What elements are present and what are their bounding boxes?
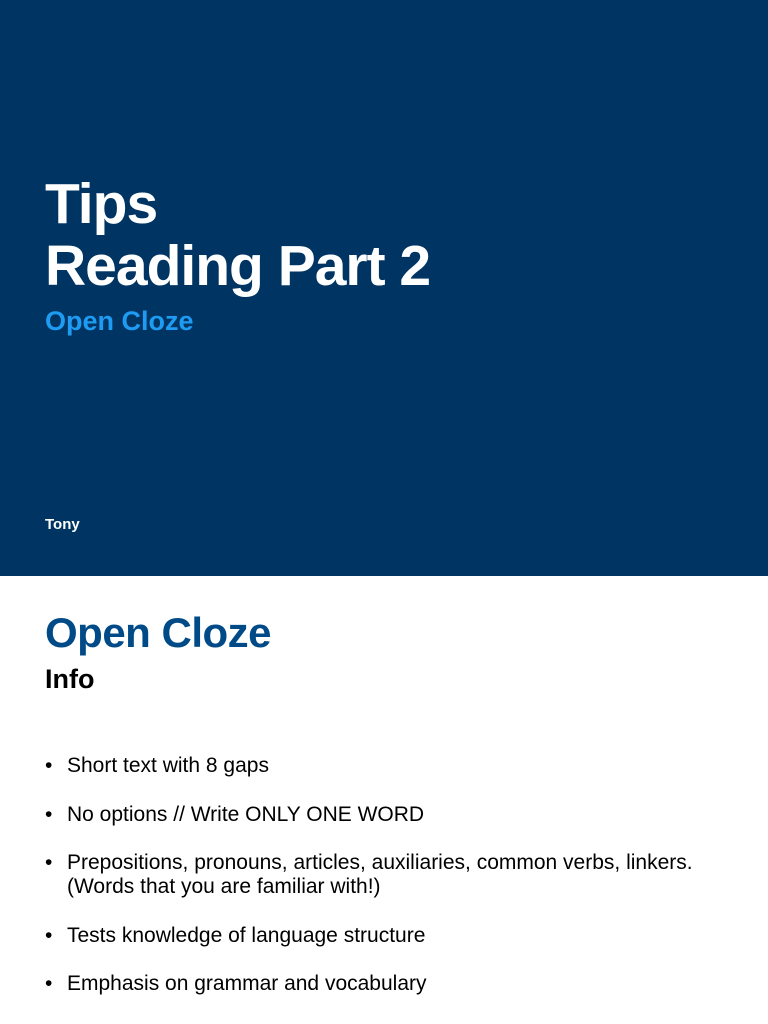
slide-title	[45, 173, 430, 297]
bullet-item	[45, 972, 705, 996]
title-line-2: Reading Part 2	[45, 234, 431, 298]
bullet-icon: •	[45, 802, 53, 826]
bullet-icon: •	[45, 851, 53, 874]
bullet-icon: •	[45, 754, 53, 777]
bullet-item	[45, 851, 705, 899]
info-slide	[0, 576, 768, 1024]
bullet-text: Emphasis on grammar and vocabulary	[67, 972, 427, 995]
bullet-item	[45, 924, 705, 948]
bullet-item	[45, 754, 705, 778]
slide-subtitle: Open Cloze	[45, 306, 194, 336]
bullet-text: No options // Write ONLY ONE WORD	[67, 802, 425, 826]
bullet-icon: •	[45, 923, 53, 947]
title-line-1: Tips	[45, 172, 158, 236]
bullet-icon: •	[45, 972, 53, 995]
bullet-item	[45, 803, 705, 827]
info-subheading: Info	[45, 664, 95, 694]
bullet-text: Short text with 8 gaps	[67, 754, 269, 777]
info-heading: Open Cloze	[45, 609, 272, 656]
bullet-list	[45, 754, 705, 1021]
bullet-text: Prepositions, pronouns, articles, auxiliaries, common verbs, linkers. (Words that you are familiar with!)	[67, 851, 693, 898]
author-name: Tony	[45, 516, 80, 533]
bullet-text: Tests knowledge of language structure	[67, 923, 426, 947]
